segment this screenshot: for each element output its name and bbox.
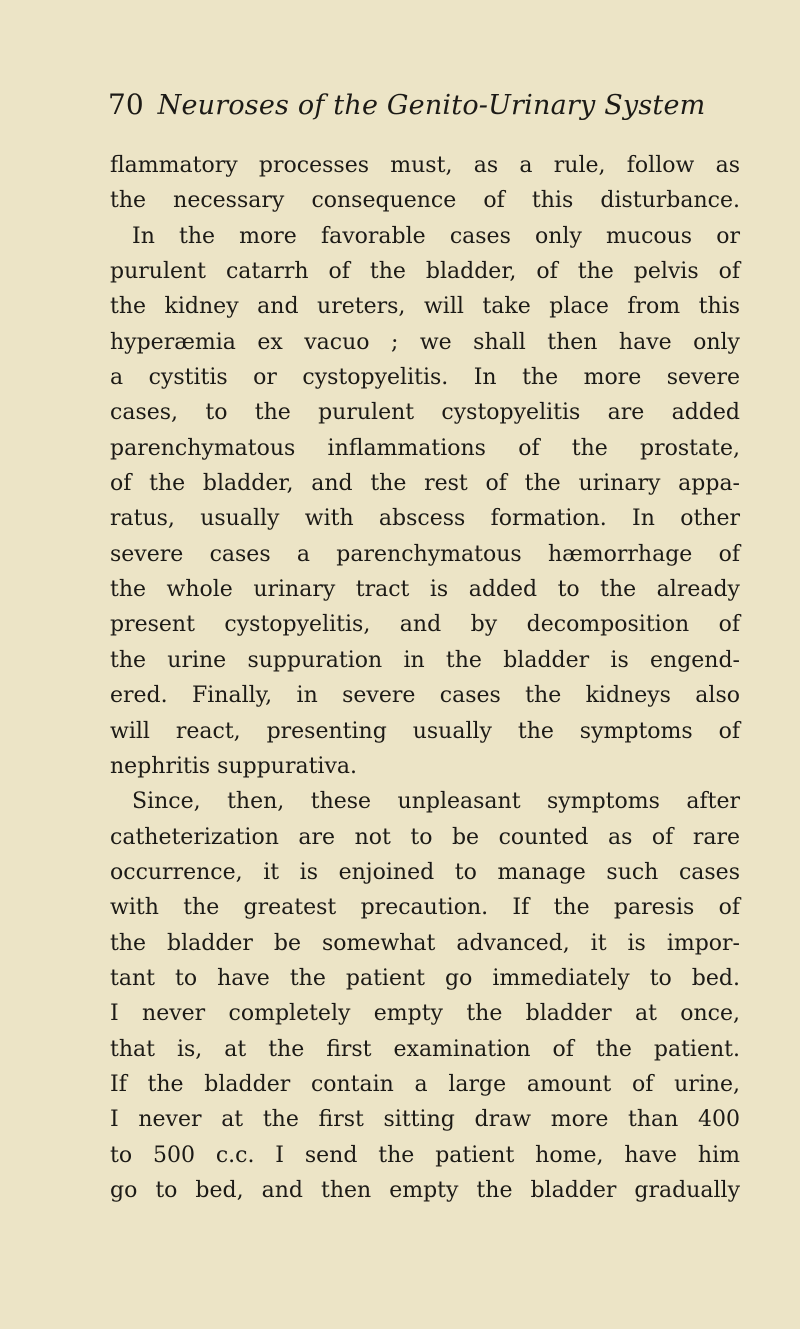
text-line: go to bed, and then empty the bladder gradually [110, 1177, 740, 1203]
text-line: I never at the first sitting draw more than 400 [110, 1107, 740, 1133]
text-line: the urine suppuration in the bladder is engend- [110, 647, 740, 673]
page-number: 70 [108, 88, 144, 121]
text-line: If the bladder contain a large amount of urine, [110, 1071, 740, 1097]
body-text [110, 148, 740, 1208]
text-line: occurrence, it is enjoined to manage such cases [110, 859, 740, 885]
text-line: catheterization are not to be counted as of rare [110, 824, 740, 850]
text-line: ratus, usually with abscess formation. In other [110, 506, 740, 532]
text-line: the kidney and ureters, will take place from this [110, 294, 740, 320]
text-line: the whole urinary tract is added to the already [110, 577, 740, 603]
text-line: with the greatest precaution. If the paresis of [110, 895, 740, 921]
running-head [108, 88, 748, 128]
text-line: a cystitis or cystopyelitis. In the more severe [110, 365, 740, 391]
text-line: will react, presenting usually the symptoms of [110, 718, 740, 744]
text-line: Since, then, these unpleasant symptoms after [132, 789, 740, 815]
text-line: that is, at the first examination of the patient. [110, 1036, 740, 1062]
text-line: In the more favorable cases only mucous or [132, 223, 740, 249]
text-line: tant to have the patient go immediately to bed. [110, 965, 740, 991]
text-line: ered. Finally, in severe cases the kidneys also [110, 683, 740, 709]
text-line: hyperæmia ex vacuo ; we shall then have only [110, 329, 740, 355]
text-line: nephritis suppurativa. [110, 753, 357, 779]
text-line: the bladder be somewhat advanced, it is impor- [110, 930, 740, 956]
text-line: present cystopyelitis, and by decomposition of [110, 612, 740, 638]
text-line: purulent catarrh of the bladder, of the pelvis of [110, 259, 740, 285]
text-line: the necessary consequence of this disturbance. [110, 188, 740, 214]
text-line: severe cases a parenchymatous hæmorrhage of [110, 541, 740, 567]
text-line: parenchymatous inflammations of the prostate, [110, 435, 740, 461]
running-title: Neuroses of the Genito-Urinary System [157, 90, 706, 121]
text-line: of the bladder, and the rest of the urinary appa- [110, 471, 740, 497]
text-line: to 500 c.c. I send the patient home, have him [110, 1142, 740, 1168]
text-line: flammatory processes must, as a rule, follow as [110, 153, 740, 178]
text-line: I never completely empty the bladder at once, [110, 1001, 740, 1027]
text-line: cases, to the purulent cystopyelitis are added [110, 400, 740, 426]
